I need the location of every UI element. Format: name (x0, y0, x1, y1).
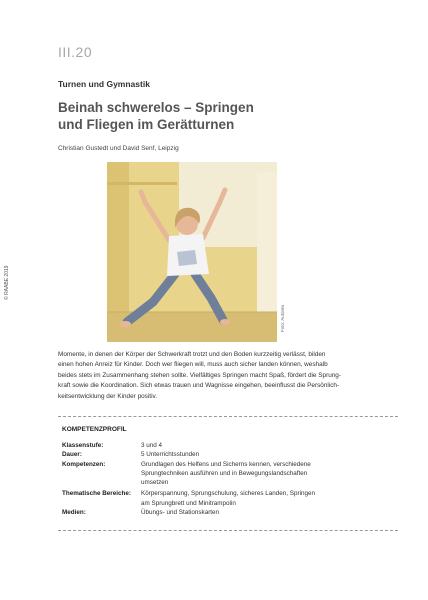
photo-illustration (107, 162, 277, 342)
category-label: Turnen und Gymnastik (58, 79, 150, 89)
row-value: Übungs- und Stationskarten (141, 509, 220, 517)
table-row (62, 487, 392, 508)
row-label: Dauer: (62, 451, 82, 459)
table-row (62, 441, 392, 450)
intro-line: kraft sowie die Koordination. Sich etwas trauen und Wagnisse eingehen, beeinflusst die Persönlich- (58, 382, 340, 390)
row-label: Thematische Bereiche: (62, 490, 131, 498)
row-value: 5 Unterrichtsstunden (141, 451, 200, 459)
table-row (62, 508, 392, 517)
row-label: Medien: (62, 509, 86, 517)
section-number: III.20 (58, 44, 93, 60)
jumping-child-photo (107, 162, 277, 342)
row-label: Kompetenzen: (62, 460, 106, 468)
row-value: Körperspannung, Sprungschulung, sicheres Landen, Springen am Sprungbrett und Minitrampolin (141, 490, 315, 507)
table-row (62, 460, 392, 488)
copyright-note: © RAABE 2019 (4, 265, 10, 300)
divider-top (58, 416, 398, 417)
row-value: Grundlagen des Helfens und Sicherns kennen, verschiedene Sprungtechniken ausführen und in Bewegungslandschaften umsetzen (141, 460, 311, 487)
kompetenzprofil-table (62, 441, 392, 517)
row-label: Klassenstufe: (62, 442, 104, 449)
authors: Christian Gustedt und David Senf, Leipzig (58, 145, 179, 152)
intro-line: einen hohen Anreiz für Kinder. Doch wer fliegen will, muss auch sicher landen können, weshalb (58, 361, 328, 369)
title-line-1: Beinah schwerelos – Springen (58, 100, 254, 115)
photo-credit: Foto: Autoren (280, 304, 285, 332)
kompetenzprofil-heading: KOMPETENZPROFIL (62, 426, 127, 433)
intro-line: keitsentwicklung der Kinder positiv. (58, 392, 157, 400)
intro-line: Momente, in denen der Körper der Schwerkraft trotzt und den Boden kurzzeitig verlässt, bilden (58, 351, 326, 358)
title-line-2: und Fliegen im Gerätturnen (58, 117, 235, 132)
intro-paragraph (58, 350, 393, 402)
divider-bottom (58, 530, 398, 531)
table-row (62, 450, 392, 459)
intro-line: beides stets im Zusammenhang stehen sollte. Vielfältiges Springen macht Spaß, fördert die Sprung- (58, 371, 341, 379)
row-value: 3 und 4 (141, 442, 163, 449)
page-title (58, 99, 398, 133)
